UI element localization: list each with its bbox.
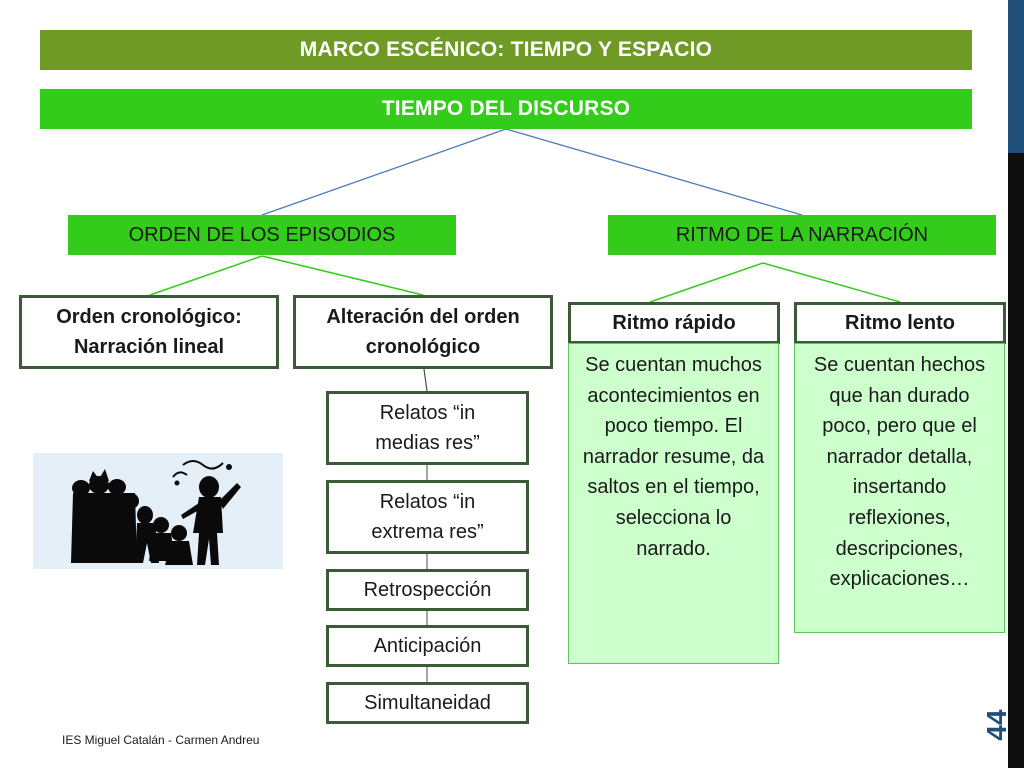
connector-alt-sub1 (424, 369, 427, 391)
subtype-simultaneidad: Simultaneidad (326, 682, 529, 724)
subtype-in-extrema-res (326, 480, 529, 554)
orden-cronologico-label: Orden cronológico: Narración lineal (56, 306, 242, 358)
subtype-label: Relatos “in medias res” (375, 402, 480, 454)
ritmo-rapido-description (568, 343, 779, 664)
orden-cronologico-node (19, 295, 279, 369)
ritmo-lento-text: Se cuentan hechos que han durado poco, pero que el narrador detalla, insertando reflexiones, descripciones, explicaciones… (813, 354, 986, 591)
footer-credit: IES Miguel Catalán - Carmen Andreu (62, 733, 260, 747)
connector-ritmo-rapido (650, 263, 763, 302)
side-strip-dark (1008, 153, 1024, 768)
subtype-retrospeccion: Retrospección (326, 569, 529, 611)
ritmo-narracion-node: RITMO DE LA NARRACIÓN (608, 215, 996, 255)
storyteller-silhouette-icon (33, 453, 283, 569)
page-number: 44 (981, 709, 1012, 741)
silhouette-drawing (33, 453, 283, 569)
connector-ritmo-lento (763, 263, 900, 302)
connector-discurso-orden (262, 129, 506, 215)
alteracion-orden-label: Alteración del orden cronológico (326, 306, 520, 358)
subtype-anticipacion: Anticipación (326, 625, 529, 667)
connector-discurso-ritmo (506, 129, 802, 215)
ritmo-rapido-text: Se cuentan muchos acontecimientos en poco tiempo. El narrador resume, da saltos en el tiempo, selecciona lo narrado. (582, 354, 765, 560)
subtype-in-medias-res (326, 391, 529, 465)
connector-orden-cron (150, 256, 262, 295)
ritmo-lento-node: Ritmo lento (794, 302, 1006, 344)
connector-orden-alt (262, 256, 423, 295)
ritmo-rapido-node: Ritmo rápido (568, 302, 780, 344)
side-strip-accent (1008, 0, 1024, 153)
slide-title: MARCO ESCÉNICO: TIEMPO Y ESPACIO (40, 30, 972, 70)
tiempo-discurso-heading: TIEMPO DEL DISCURSO (40, 89, 972, 129)
ritmo-lento-description (794, 343, 1005, 633)
orden-episodios-node: ORDEN DE LOS EPISODIOS (68, 215, 456, 255)
alteracion-orden-node (293, 295, 553, 369)
subtype-label: Relatos “in extrema res” (371, 491, 484, 543)
